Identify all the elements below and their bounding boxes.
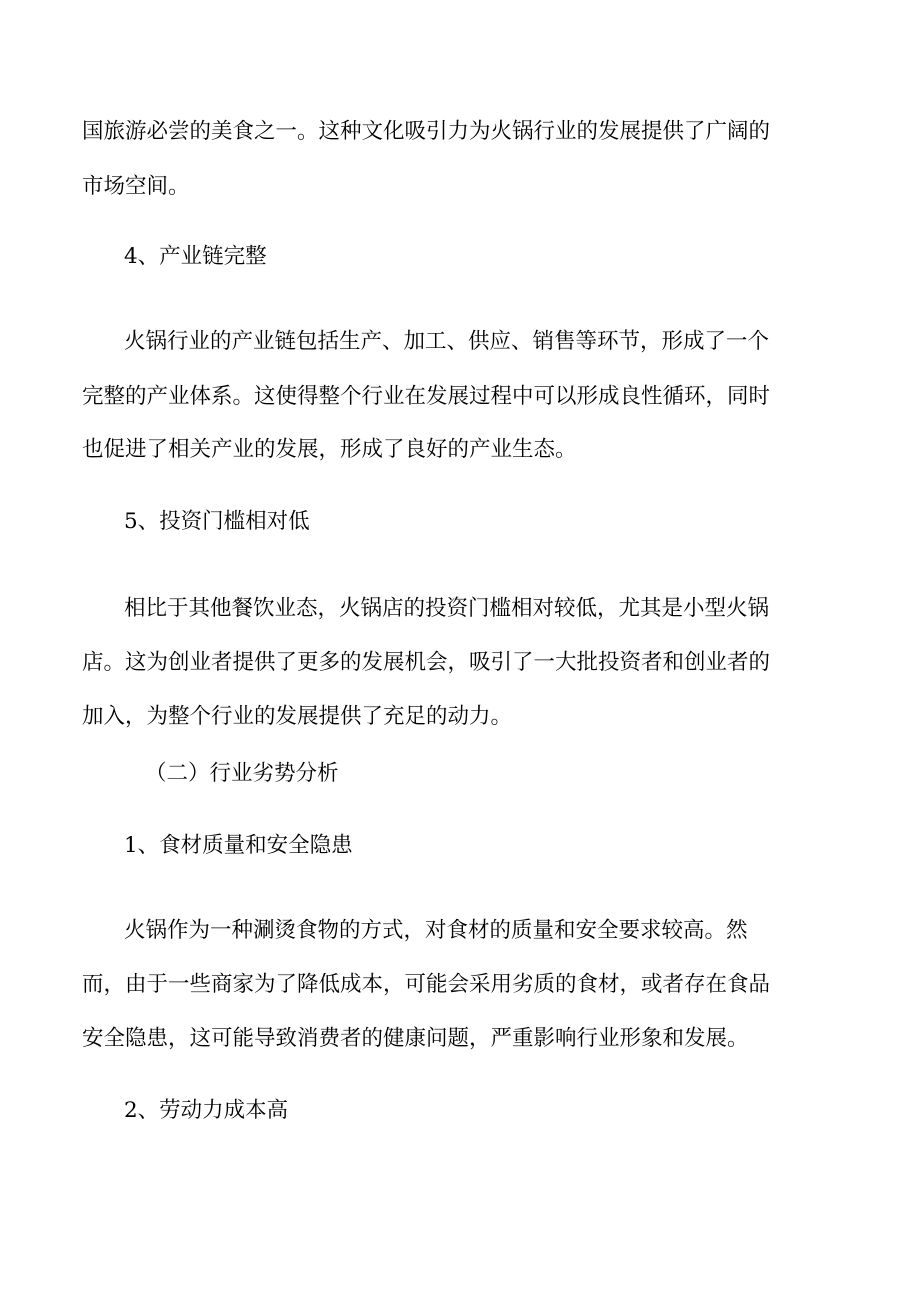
paragraph-chain-line-2: 完整的产业体系。这使得整个行业在发展过程中可以形成良性循环，同时 — [82, 384, 771, 409]
paragraph-culture-line-1: 国旅游必尝的美食之一。这种文化吸引力为火锅行业的发展提供了广阔的 — [82, 119, 771, 144]
heading-industry-chain: 4、产业链完整 — [124, 244, 267, 269]
heading-low-investment: 5、投资门槛相对低 — [124, 509, 310, 534]
paragraph-culture-line-2: 市场空间。 — [82, 174, 190, 199]
section-heading-disadvantages: （二）行业劣势分析 — [145, 761, 339, 786]
paragraph-food-safety-line-2: 而，由于一些商家为了降低成本，可能会采用劣质的食材，或者存在食品 — [82, 972, 771, 997]
paragraph-investment-line-3: 加入，为整个行业的发展提供了充足的动力。 — [82, 704, 513, 729]
paragraph-investment-line-1: 相比于其他餐饮业态，火锅店的投资门槛相对较低，尤其是小型火锅 — [124, 596, 770, 621]
paragraph-food-safety-line-1: 火锅作为一种涮烫食物的方式，对食材的质量和安全要求较高。然 — [124, 918, 748, 943]
paragraph-food-safety-line-3: 安全隐患，这可能导致消费者的健康问题，严重影响行业形象和发展。 — [82, 1026, 749, 1051]
paragraph-investment-line-2: 店。这为创业者提供了更多的发展机会，吸引了一大批投资者和创业者的 — [82, 650, 771, 675]
paragraph-chain-line-3: 也促进了相关产业的发展，形成了良好的产业生态。 — [82, 437, 577, 462]
paragraph-chain-line-1: 火锅行业的产业链包括生产、加工、供应、销售等环节，形成了一个 — [124, 329, 770, 354]
heading-food-safety: 1、食材质量和安全隐患 — [124, 833, 353, 858]
heading-labor-cost: 2、劳动力成本高 — [124, 1098, 289, 1123]
